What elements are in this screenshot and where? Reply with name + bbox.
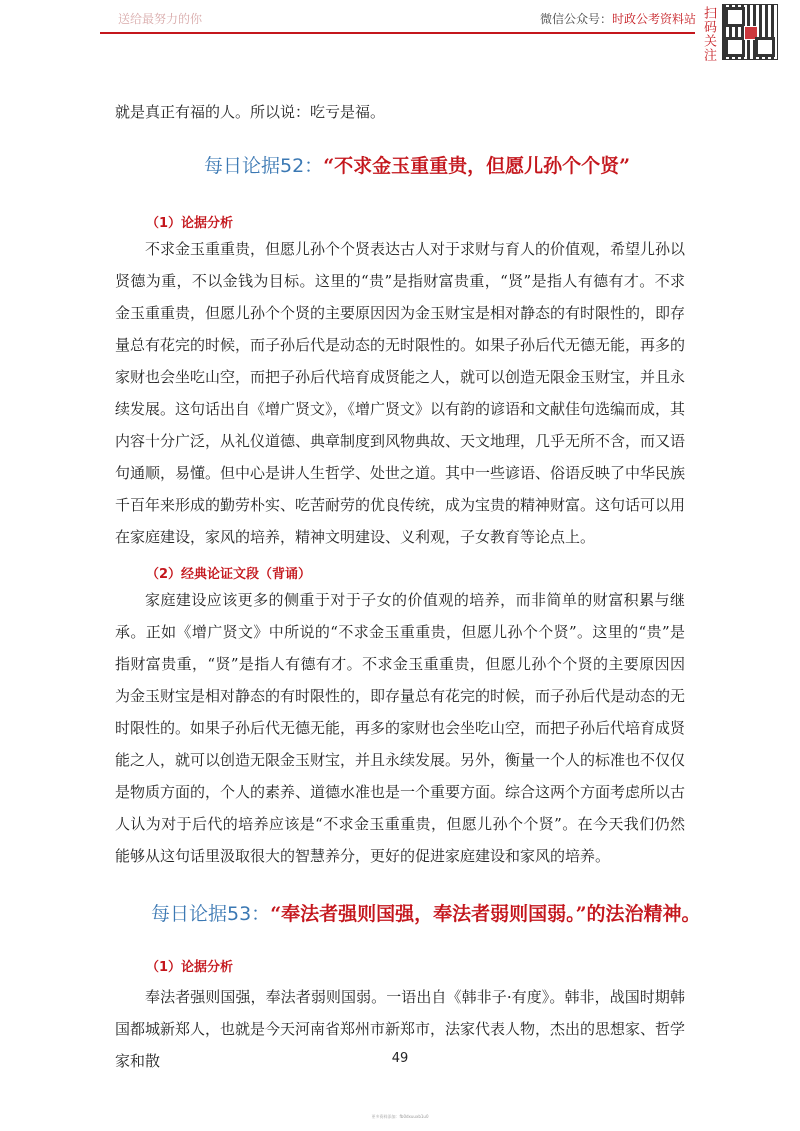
qr-logo-icon — [744, 26, 758, 40]
topic52-title — [204, 151, 800, 178]
topic52-analysis — [115, 233, 685, 553]
topic53-title — [151, 899, 751, 926]
intro-paragraph — [115, 96, 685, 128]
header-slogan: 送给最努力的你 — [118, 12, 203, 26]
header-wechat — [540, 10, 696, 27]
header-divider — [100, 32, 695, 34]
topic53-number: 每日论据53： — [151, 903, 271, 925]
scan-follow-label: 扫码关注 — [701, 6, 716, 62]
topic53-analysis-heading: （1）论据分析 — [146, 960, 234, 975]
wechat-account-name: 时政公考资料站 — [612, 12, 697, 26]
topic52-analysis-text: 不求金玉重重贵，但愿儿孙个个贤表达古人对于求财与育人的价值观，希望儿孙以贤德为重，不以金钱为目标。这里的“贵”是指财富贵重，“贤”是指人有德有才。不求金玉重重贵，但愿儿孙个个贤的主要原因因为金玉财宝是相对静态的有时限性的，即存量总有花完的时候，而子孙后代是动态的无时限性的。如果子孙后代无德无能，再多的家财也会坐吃山空，而把子孙后代培育成贤能之人，就可以创造无限金玉财宝，并且永续发展。这句话出自《增广贤文》，《增广贤文》以有韵的谚语和文献佳句选编而成，其内容十分广泛，从礼仪道德、典章制度到风物典故、天文地理，几乎无所不含，而又语句通顺，易懂。但中心是讲人生哲学、处世之道。其中一些谚语、俗语反映了中华民族千百年来形成的勤劳朴实、吃苦耐劳的优良传统，成为宝贵的精神财富。这句话可以用在家庭建设，家风的培养，精神文明建设、义利观，子女教育等论点上。 — [115, 240, 686, 546]
topic52-essay-heading: （2）经典论证文段（背诵） — [146, 567, 312, 582]
wechat-label: 微信公众号： — [540, 12, 613, 26]
footer-note: 更多资料添加：fb0dxuuxb1u0 — [371, 1114, 429, 1119]
topic53-quote: “奉法者强则国强，奉法者弱则国弱。”的法治精神。 — [270, 903, 701, 925]
intro-line: 就是真正有福的人。所以说：吃亏是福。 — [115, 103, 386, 121]
topic52-analysis-heading: （1）论据分析 — [146, 216, 234, 231]
qr-code-icon[interactable] — [722, 4, 778, 60]
topic52-essay-text: 家庭建设应该更多的侧重于对于子女的价值观的培养，而非简单的财富积累与继承。正如《增广贤文》中所说的“不求金玉重重贵，但愿儿孙个个贤”。这里的“贵”是指财富贵重，“贤”是指人有德有才。不求金玉重重贵，但愿儿孙个个贤的主要原因因为金玉财宝是相对静态的有时限性的，即存量总有花完的时候，而子孙后代是动态的无时限性的。如果子孙后代无德无能，再多的家财也会坐吃山空，而把子孙后代培育成贤能之人，就可以创造无限金玉财宝，并且永续发展。另外，衡量一个人的标准也不仅仅是物质方面的，个人的素养、道德水准也是一个重要方面。综合这两个方面考虑所以古人认为对于后代的培养应该是“不求金玉重重贵，但愿儿孙个个贤”。在今天我们仍然能够从这句话里汲取很大的智慧养分，更好的促进家庭建设和家风的培养。 — [115, 591, 686, 865]
topic52-number: 每日论据52： — [204, 155, 324, 177]
topic53-analysis-text: 奉法者强则国强，奉法者弱则国弱。一语出自《韩非子·有度》。韩非，战国时期韩国都城新郑人，也就是今天河南省郑州市新郑市，法家代表人物，杰出的思想家、哲学家和散 — [115, 988, 686, 1070]
topic52-essay — [115, 584, 685, 872]
page-number: 49 — [391, 1051, 409, 1066]
topic52-quote: “不求金玉重重贵，但愿儿孙个个贤” — [323, 155, 631, 177]
qr-finder-pattern — [725, 37, 745, 57]
